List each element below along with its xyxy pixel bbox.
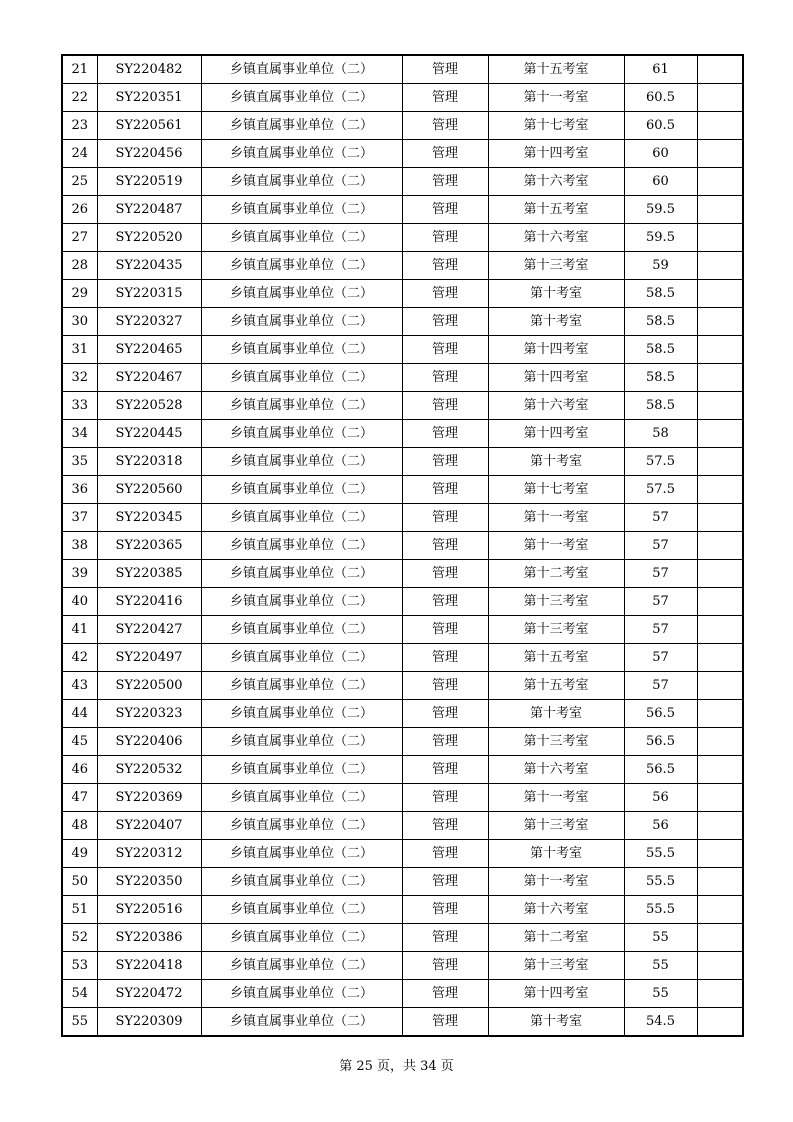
- remark-cell: [697, 224, 743, 252]
- unit-name-cell: 乡镇直属事业单位（二）: [201, 448, 402, 476]
- exam-id-cell: SY220435: [97, 252, 201, 280]
- unit-name-cell: 乡镇直属事业单位（二）: [201, 784, 402, 812]
- row-number-cell: 23: [62, 112, 97, 140]
- unit-name-cell: 乡镇直属事业单位（二）: [201, 756, 402, 784]
- remark-cell: [697, 1008, 743, 1037]
- exam-room-cell: 第十一考室: [488, 84, 624, 112]
- row-number-cell: 30: [62, 308, 97, 336]
- unit-name-cell: 乡镇直属事业单位（二）: [201, 616, 402, 644]
- page-footer: 第 25 页，共 34 页: [339, 1059, 454, 1074]
- exam-room-cell: 第十七考室: [488, 112, 624, 140]
- table-row: [62, 644, 743, 672]
- score-cell: 55.5: [624, 868, 697, 896]
- score-cell: 61: [624, 55, 697, 84]
- score-cell: 56: [624, 812, 697, 840]
- score-cell: 56.5: [624, 756, 697, 784]
- score-cell: 55.5: [624, 840, 697, 868]
- score-cell: 58: [624, 420, 697, 448]
- table-row: [62, 140, 743, 168]
- unit-name-cell: 乡镇直属事业单位（二）: [201, 672, 402, 700]
- unit-name-cell: 乡镇直属事业单位（二）: [201, 252, 402, 280]
- remark-cell: [697, 55, 743, 84]
- exam-id-cell: SY220532: [97, 756, 201, 784]
- category-cell: 管理: [402, 980, 488, 1008]
- category-cell: 管理: [402, 560, 488, 588]
- score-table-body: [62, 55, 743, 1036]
- score-cell: 57: [624, 672, 697, 700]
- category-cell: 管理: [402, 504, 488, 532]
- row-number-cell: 34: [62, 420, 97, 448]
- score-cell: 55.5: [624, 896, 697, 924]
- row-number-cell: 48: [62, 812, 97, 840]
- exam-id-cell: SY220315: [97, 280, 201, 308]
- table-row: [62, 280, 743, 308]
- row-number-cell: 40: [62, 588, 97, 616]
- score-cell: 55: [624, 924, 697, 952]
- row-number-cell: 41: [62, 616, 97, 644]
- row-number-cell: 22: [62, 84, 97, 112]
- table-row: [62, 420, 743, 448]
- table-row: [62, 252, 743, 280]
- category-cell: 管理: [402, 784, 488, 812]
- exam-id-cell: SY220520: [97, 224, 201, 252]
- exam-room-cell: 第十考室: [488, 840, 624, 868]
- row-number-cell: 33: [62, 392, 97, 420]
- unit-name-cell: 乡镇直属事业单位（二）: [201, 644, 402, 672]
- exam-room-cell: 第十一考室: [488, 532, 624, 560]
- score-cell: 55: [624, 952, 697, 980]
- score-cell: 57: [624, 560, 697, 588]
- row-number-cell: 42: [62, 644, 97, 672]
- exam-room-cell: 第十六考室: [488, 896, 624, 924]
- unit-name-cell: 乡镇直属事业单位（二）: [201, 392, 402, 420]
- category-cell: 管理: [402, 224, 488, 252]
- exam-room-cell: 第十一考室: [488, 504, 624, 532]
- exam-id-cell: SY220467: [97, 364, 201, 392]
- category-cell: 管理: [402, 672, 488, 700]
- table-row: [62, 560, 743, 588]
- unit-name-cell: 乡镇直属事业单位（二）: [201, 336, 402, 364]
- unit-name-cell: 乡镇直属事业单位（二）: [201, 868, 402, 896]
- unit-name-cell: 乡镇直属事业单位（二）: [201, 476, 402, 504]
- remark-cell: [697, 532, 743, 560]
- exam-room-cell: 第十一考室: [488, 868, 624, 896]
- row-number-cell: 21: [62, 55, 97, 84]
- category-cell: 管理: [402, 868, 488, 896]
- table-row: [62, 392, 743, 420]
- score-cell: 60.5: [624, 112, 697, 140]
- category-cell: 管理: [402, 588, 488, 616]
- remark-cell: [697, 644, 743, 672]
- category-cell: 管理: [402, 420, 488, 448]
- score-cell: 57.5: [624, 448, 697, 476]
- score-cell: 54.5: [624, 1008, 697, 1037]
- table-row: [62, 84, 743, 112]
- exam-room-cell: 第十三考室: [488, 252, 624, 280]
- exam-id-cell: SY220456: [97, 140, 201, 168]
- remark-cell: [697, 700, 743, 728]
- category-cell: 管理: [402, 728, 488, 756]
- score-cell: 58.5: [624, 392, 697, 420]
- table-row: [62, 112, 743, 140]
- exam-id-cell: SY220386: [97, 924, 201, 952]
- exam-id-cell: SY220418: [97, 952, 201, 980]
- remark-cell: [697, 896, 743, 924]
- row-number-cell: 25: [62, 168, 97, 196]
- exam-id-cell: SY220519: [97, 168, 201, 196]
- unit-name-cell: 乡镇直属事业单位（二）: [201, 55, 402, 84]
- table-row: [62, 784, 743, 812]
- remark-cell: [697, 784, 743, 812]
- table-row: [62, 756, 743, 784]
- exam-id-cell: SY220416: [97, 588, 201, 616]
- unit-name-cell: 乡镇直属事业单位（二）: [201, 812, 402, 840]
- exam-id-cell: SY220406: [97, 728, 201, 756]
- remark-cell: [697, 952, 743, 980]
- table-row: [62, 868, 743, 896]
- row-number-cell: 35: [62, 448, 97, 476]
- remark-cell: [697, 252, 743, 280]
- score-cell: 60.5: [624, 84, 697, 112]
- exam-room-cell: 第十考室: [488, 700, 624, 728]
- remark-cell: [697, 280, 743, 308]
- exam-id-cell: SY220312: [97, 840, 201, 868]
- category-cell: 管理: [402, 364, 488, 392]
- category-cell: 管理: [402, 700, 488, 728]
- unit-name-cell: 乡镇直属事业单位（二）: [201, 84, 402, 112]
- row-number-cell: 52: [62, 924, 97, 952]
- unit-name-cell: 乡镇直属事业单位（二）: [201, 364, 402, 392]
- remark-cell: [697, 364, 743, 392]
- unit-name-cell: 乡镇直属事业单位（二）: [201, 280, 402, 308]
- category-cell: 管理: [402, 644, 488, 672]
- unit-name-cell: 乡镇直属事业单位（二）: [201, 728, 402, 756]
- remark-cell: [697, 140, 743, 168]
- exam-room-cell: 第十二考室: [488, 924, 624, 952]
- category-cell: 管理: [402, 812, 488, 840]
- exam-id-cell: SY220427: [97, 616, 201, 644]
- remark-cell: [697, 616, 743, 644]
- exam-room-cell: 第十考室: [488, 448, 624, 476]
- remark-cell: [697, 84, 743, 112]
- table-row: [62, 224, 743, 252]
- row-number-cell: 53: [62, 952, 97, 980]
- unit-name-cell: 乡镇直属事业单位（二）: [201, 532, 402, 560]
- table-row: [62, 896, 743, 924]
- table-row: [62, 952, 743, 980]
- exam-id-cell: SY220472: [97, 980, 201, 1008]
- row-number-cell: 31: [62, 336, 97, 364]
- score-cell: 60: [624, 140, 697, 168]
- row-number-cell: 39: [62, 560, 97, 588]
- exam-id-cell: SY220350: [97, 868, 201, 896]
- exam-room-cell: 第十三考室: [488, 812, 624, 840]
- row-number-cell: 43: [62, 672, 97, 700]
- score-cell: 57.5: [624, 476, 697, 504]
- exam-id-cell: SY220465: [97, 336, 201, 364]
- table-row: [62, 980, 743, 1008]
- category-cell: 管理: [402, 336, 488, 364]
- remark-cell: [697, 924, 743, 952]
- exam-id-cell: SY220560: [97, 476, 201, 504]
- remark-cell: [697, 336, 743, 364]
- table-row: [62, 728, 743, 756]
- row-number-cell: 27: [62, 224, 97, 252]
- row-number-cell: 54: [62, 980, 97, 1008]
- row-number-cell: 50: [62, 868, 97, 896]
- exam-room-cell: 第十三考室: [488, 728, 624, 756]
- remark-cell: [697, 672, 743, 700]
- exam-room-cell: 第十六考室: [488, 224, 624, 252]
- category-cell: 管理: [402, 140, 488, 168]
- exam-id-cell: SY220327: [97, 308, 201, 336]
- exam-id-cell: SY220385: [97, 560, 201, 588]
- exam-id-cell: SY220407: [97, 812, 201, 840]
- score-cell: 59.5: [624, 224, 697, 252]
- remark-cell: [697, 868, 743, 896]
- remark-cell: [697, 504, 743, 532]
- table-row: [62, 364, 743, 392]
- unit-name-cell: 乡镇直属事业单位（二）: [201, 924, 402, 952]
- table-row: [62, 840, 743, 868]
- score-cell: 57: [624, 588, 697, 616]
- remark-cell: [697, 308, 743, 336]
- row-number-cell: 45: [62, 728, 97, 756]
- exam-room-cell: 第十二考室: [488, 560, 624, 588]
- score-cell: 56.5: [624, 700, 697, 728]
- score-cell: 57: [624, 504, 697, 532]
- exam-room-cell: 第十考室: [488, 308, 624, 336]
- exam-id-cell: SY220445: [97, 420, 201, 448]
- category-cell: 管理: [402, 1008, 488, 1037]
- row-number-cell: 24: [62, 140, 97, 168]
- exam-room-cell: 第十三考室: [488, 952, 624, 980]
- exam-room-cell: 第十六考室: [488, 756, 624, 784]
- score-cell: 58.5: [624, 280, 697, 308]
- exam-id-cell: SY220497: [97, 644, 201, 672]
- table-row: [62, 55, 743, 84]
- score-cell: 59.5: [624, 196, 697, 224]
- unit-name-cell: 乡镇直属事业单位（二）: [201, 308, 402, 336]
- table-row: [62, 196, 743, 224]
- remark-cell: [697, 560, 743, 588]
- row-number-cell: 51: [62, 896, 97, 924]
- remark-cell: [697, 448, 743, 476]
- exam-id-cell: SY220528: [97, 392, 201, 420]
- remark-cell: [697, 392, 743, 420]
- unit-name-cell: 乡镇直属事业单位（二）: [201, 840, 402, 868]
- remark-cell: [697, 840, 743, 868]
- exam-room-cell: 第十五考室: [488, 55, 624, 84]
- exam-id-cell: SY220365: [97, 532, 201, 560]
- table-row: [62, 700, 743, 728]
- category-cell: 管理: [402, 896, 488, 924]
- exam-id-cell: SY220369: [97, 784, 201, 812]
- table-row: [62, 308, 743, 336]
- table-row: [62, 672, 743, 700]
- exam-room-cell: 第十四考室: [488, 980, 624, 1008]
- exam-room-cell: 第十四考室: [488, 140, 624, 168]
- table-row: [62, 336, 743, 364]
- exam-id-cell: SY220516: [97, 896, 201, 924]
- remark-cell: [697, 168, 743, 196]
- category-cell: 管理: [402, 112, 488, 140]
- row-number-cell: 49: [62, 840, 97, 868]
- exam-id-cell: SY220318: [97, 448, 201, 476]
- score-cell: 55: [624, 980, 697, 1008]
- exam-id-cell: SY220309: [97, 1008, 201, 1037]
- score-cell: 59: [624, 252, 697, 280]
- table-row: [62, 448, 743, 476]
- category-cell: 管理: [402, 308, 488, 336]
- row-number-cell: 44: [62, 700, 97, 728]
- row-number-cell: 46: [62, 756, 97, 784]
- table-row: [62, 924, 743, 952]
- table-row: [62, 504, 743, 532]
- category-cell: 管理: [402, 952, 488, 980]
- row-number-cell: 29: [62, 280, 97, 308]
- exam-room-cell: 第十六考室: [488, 168, 624, 196]
- remark-cell: [697, 588, 743, 616]
- exam-id-cell: SY220500: [97, 672, 201, 700]
- score-cell: 58.5: [624, 308, 697, 336]
- unit-name-cell: 乡镇直属事业单位（二）: [201, 1008, 402, 1037]
- category-cell: 管理: [402, 756, 488, 784]
- exam-room-cell: 第十七考室: [488, 476, 624, 504]
- score-cell: 57: [624, 532, 697, 560]
- category-cell: 管理: [402, 196, 488, 224]
- category-cell: 管理: [402, 392, 488, 420]
- table-row: [62, 168, 743, 196]
- unit-name-cell: 乡镇直属事业单位（二）: [201, 896, 402, 924]
- table-row: [62, 588, 743, 616]
- unit-name-cell: 乡镇直属事业单位（二）: [201, 560, 402, 588]
- score-cell: 56: [624, 784, 697, 812]
- exam-id-cell: SY220482: [97, 55, 201, 84]
- category-cell: 管理: [402, 55, 488, 84]
- remark-cell: [697, 812, 743, 840]
- exam-room-cell: 第十五考室: [488, 196, 624, 224]
- table-row: [62, 476, 743, 504]
- remark-cell: [697, 756, 743, 784]
- exam-id-cell: SY220323: [97, 700, 201, 728]
- unit-name-cell: 乡镇直属事业单位（二）: [201, 224, 402, 252]
- unit-name-cell: 乡镇直属事业单位（二）: [201, 588, 402, 616]
- category-cell: 管理: [402, 280, 488, 308]
- exam-room-cell: 第十四考室: [488, 364, 624, 392]
- row-number-cell: 37: [62, 504, 97, 532]
- category-cell: 管理: [402, 616, 488, 644]
- remark-cell: [697, 112, 743, 140]
- table-row: [62, 812, 743, 840]
- table-row: [62, 616, 743, 644]
- exam-id-cell: SY220345: [97, 504, 201, 532]
- category-cell: 管理: [402, 448, 488, 476]
- row-number-cell: 32: [62, 364, 97, 392]
- score-cell: 57: [624, 616, 697, 644]
- remark-cell: [697, 196, 743, 224]
- row-number-cell: 55: [62, 1008, 97, 1037]
- exam-id-cell: SY220351: [97, 84, 201, 112]
- exam-room-cell: 第十一考室: [488, 784, 624, 812]
- unit-name-cell: 乡镇直属事业单位（二）: [201, 952, 402, 980]
- score-table: [61, 54, 744, 1037]
- category-cell: 管理: [402, 840, 488, 868]
- exam-room-cell: 第十四考室: [488, 420, 624, 448]
- row-number-cell: 36: [62, 476, 97, 504]
- exam-id-cell: SY220487: [97, 196, 201, 224]
- score-cell: 58.5: [624, 364, 697, 392]
- unit-name-cell: 乡镇直属事业单位（二）: [201, 504, 402, 532]
- remark-cell: [697, 980, 743, 1008]
- exam-room-cell: 第十四考室: [488, 336, 624, 364]
- row-number-cell: 38: [62, 532, 97, 560]
- exam-id-cell: SY220561: [97, 112, 201, 140]
- unit-name-cell: 乡镇直属事业单位（二）: [201, 140, 402, 168]
- category-cell: 管理: [402, 924, 488, 952]
- row-number-cell: 28: [62, 252, 97, 280]
- unit-name-cell: 乡镇直属事业单位（二）: [201, 420, 402, 448]
- unit-name-cell: 乡镇直属事业单位（二）: [201, 980, 402, 1008]
- exam-room-cell: 第十六考室: [488, 392, 624, 420]
- row-number-cell: 47: [62, 784, 97, 812]
- score-cell: 58.5: [624, 336, 697, 364]
- unit-name-cell: 乡镇直属事业单位（二）: [201, 112, 402, 140]
- unit-name-cell: 乡镇直属事业单位（二）: [201, 196, 402, 224]
- exam-room-cell: 第十三考室: [488, 588, 624, 616]
- remark-cell: [697, 728, 743, 756]
- category-cell: 管理: [402, 476, 488, 504]
- category-cell: 管理: [402, 168, 488, 196]
- exam-room-cell: 第十三考室: [488, 616, 624, 644]
- category-cell: 管理: [402, 532, 488, 560]
- unit-name-cell: 乡镇直属事业单位（二）: [201, 700, 402, 728]
- table-row: [62, 1008, 743, 1037]
- remark-cell: [697, 476, 743, 504]
- exam-room-cell: 第十考室: [488, 280, 624, 308]
- exam-room-cell: 第十考室: [488, 1008, 624, 1037]
- table-row: [62, 532, 743, 560]
- category-cell: 管理: [402, 252, 488, 280]
- exam-room-cell: 第十五考室: [488, 672, 624, 700]
- unit-name-cell: 乡镇直属事业单位（二）: [201, 168, 402, 196]
- remark-cell: [697, 420, 743, 448]
- category-cell: 管理: [402, 84, 488, 112]
- row-number-cell: 26: [62, 196, 97, 224]
- exam-room-cell: 第十五考室: [488, 644, 624, 672]
- score-cell: 57: [624, 644, 697, 672]
- score-cell: 56.5: [624, 728, 697, 756]
- score-cell: 60: [624, 168, 697, 196]
